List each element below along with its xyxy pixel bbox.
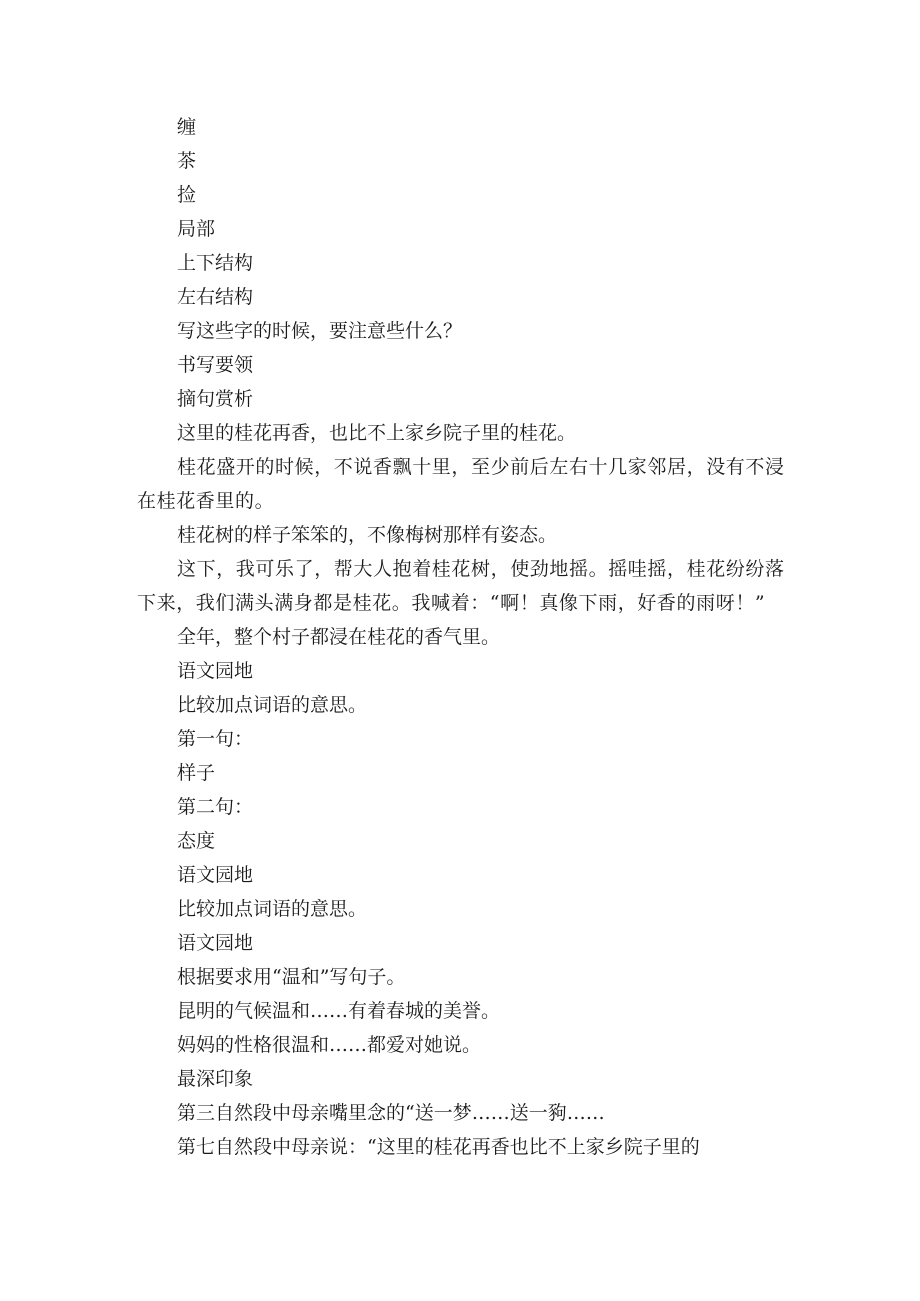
example-sentence-1: 昆明的气候温和……有着春城的美誉。 [177, 1000, 501, 1022]
quote-sentence-1: 这里的桂花再香，也比不上家乡院子里的桂花。 [177, 422, 577, 444]
section-heading-chinese-garden: 语文园地 [177, 864, 254, 886]
quote-paragraph-2: 桂花盛开的时候，不说香飘十里，至少前后左右十几家邻居，没有不浸在桂花香里的。 [137, 456, 785, 512]
example-sentence-2: 妈妈的性格很温和……都爱对她说。 [177, 1034, 482, 1056]
quote-sentence-5: 全年，整个村子都浸在桂花的香气里。 [177, 626, 501, 648]
text-line-meaning-appearance: 样子 [177, 762, 216, 784]
exercise-compare-words: 比较加点词语的意思。 [177, 898, 368, 920]
text-line-paragraph-seven: 第七自然段中母亲说：“这里的桂花再香也比不上家乡院子里的 [177, 1136, 700, 1158]
section-heading-chinese-garden: 语文园地 [177, 660, 254, 682]
text-line-writing-question: 写这些字的时候，要注意些什么？ [177, 320, 463, 342]
section-heading-deepest-impression: 最深印象 [177, 1068, 254, 1090]
text-line-left-right-structure: 左右结构 [177, 286, 254, 308]
text-line-char-jian: 捡 [177, 184, 197, 206]
text-line-meaning-attitude: 态度 [177, 830, 216, 852]
section-heading-chinese-garden: 语文园地 [177, 932, 254, 954]
text-line-top-bottom-structure: 上下结构 [177, 252, 254, 274]
section-heading-writing-tips: 书写要领 [177, 354, 254, 376]
text-line-second-sentence: 第二句： [177, 796, 254, 818]
quote-sentence-3: 桂花树的样子笨笨的，不像梅树那样有姿态。 [177, 524, 558, 546]
text-line-radical: 局部 [177, 218, 216, 240]
text-line-first-sentence: 第一句： [177, 728, 254, 750]
document-body [137, 110, 797, 1164]
text-line-char-cha: 茶 [177, 150, 197, 172]
exercise-write-sentence: 根据要求用“温和”写句子。 [177, 966, 406, 988]
text-line-paragraph-three: 第三自然段中母亲嘴里念的“送一梦……送一豞…… [177, 1102, 605, 1124]
section-heading-sentence-appreciation: 摘句赏析 [177, 388, 254, 410]
quote-paragraph-4: 这下，我可乐了，帮大人抱着桂花树，使劲地摇。摇哇摇，桂花纷纷落下来，我们满头满身都是桂花。我喊着：“啊！真像下雨，好香的雨呀！” [137, 558, 785, 614]
text-line-char-chan: 缠 [177, 116, 197, 138]
exercise-compare-words: 比较加点词语的意思。 [177, 694, 368, 716]
